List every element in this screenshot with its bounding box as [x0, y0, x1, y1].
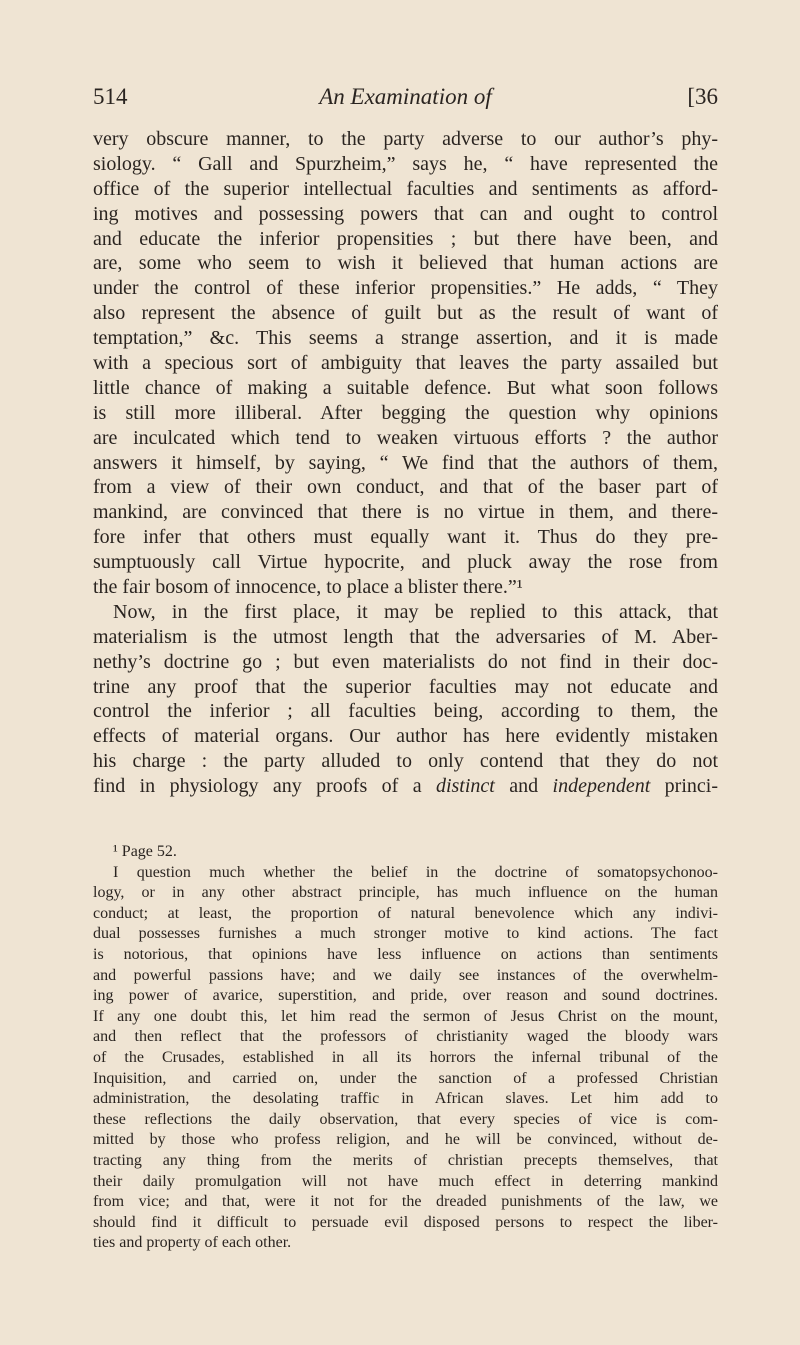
footnote-reference: ¹ Page 52. — [113, 843, 177, 860]
body-line: fore infer that others must equally want it. Thus do they pre- — [93, 526, 718, 549]
footnote-line: dual possesses furnishes a much stronger motive to kind actions. The fact — [93, 925, 718, 943]
footnote-line: logy, or in any other abstract principle, has much influence on the human — [93, 884, 718, 902]
body-line: are inculcated which tend to weaken virtuous efforts ? the author — [93, 426, 718, 449]
footnote-line: ties and property of each other. — [93, 1234, 292, 1252]
footnotes — [93, 842, 718, 1254]
footnote-line: is notorious, that opinions have less influence on actions than sentiments — [93, 945, 718, 963]
footnote-line: of the Crusades, established in all its horrors the infernal tribunal of the — [93, 1048, 718, 1066]
body-line: the fair bosom of innocence, to place a blister there.”¹ — [93, 576, 523, 599]
footnote-line: should find it difficult to persuade evil disposed persons to respect the liber- — [93, 1213, 718, 1231]
body-line: siology. “ Gall and Spurzheim,” says he, “ have represented the — [93, 152, 718, 175]
footnote-line: their daily promulgation will not have much effect in deterring mankind — [93, 1172, 718, 1190]
body-line: are, some who seem to wish it believed that human actions are — [93, 252, 718, 275]
body-text-span: princi- — [650, 775, 718, 798]
body-line: from a view of their own conduct, and that of the baser part of — [93, 476, 718, 499]
body-line: Now, in the first place, it may be replied to this attack, that — [113, 600, 718, 623]
body-text-span: and — [494, 775, 553, 798]
footnote-line: and powerful passions have; and we daily see instances of the overwhelm- — [93, 966, 718, 984]
footnote-line: administration, the desolating traffic in African slaves. Let him add to — [93, 1090, 718, 1108]
body-line: very obscure manner, to the party adverse to our author’s phy- — [93, 128, 718, 150]
footnote-line: Inquisition, and carried on, under the sanction of a professed Christian — [93, 1069, 718, 1087]
running-title: An Examination of — [319, 84, 492, 109]
body-line: and educate the inferior propensities ; but there have been, and — [93, 227, 718, 250]
footnote-line: these reflections the daily observation, that every species of vice is com- — [93, 1110, 718, 1128]
body-line — [93, 774, 718, 799]
emphasis-text: distinct — [435, 775, 495, 798]
body-line: also represent the absence of guilt but as the result of want of — [93, 302, 718, 325]
footnote-line: conduct; at least, the proportion of natural benevolence which any indivi- — [93, 904, 718, 922]
footnote-line: I question much whether the belief in the doctrine of somatopsychonoo- — [113, 863, 718, 881]
page-number: 514 — [93, 84, 128, 109]
footnote-line: mitted by those who profess religion, and he will be convinced, without de- — [93, 1131, 718, 1149]
body-line: mankind, are convinced that there is no virtue in them, and there- — [93, 501, 718, 524]
emphasis-text: independent — [552, 775, 651, 798]
footnote-line: from vice; and that, were it not for the dreaded punishments of the law, we — [93, 1193, 718, 1211]
body-text-span: find in physiology any proofs of a — [93, 775, 436, 798]
footnote-line: ing power of avarice, superstition, and pride, over reason and sound doctrines. — [93, 987, 718, 1005]
footnote-line: tracting any thing from the merits of christian precepts themselves, that — [93, 1151, 718, 1169]
body-line: trine any proof that the superior faculties may not educate and — [93, 675, 718, 698]
body-line: materialism is the utmost length that the adversaries of M. Aber- — [93, 625, 718, 648]
body-line: effects of material organs. Our author has here evidently mistaken — [93, 725, 718, 748]
body-line: office of the superior intellectual faculties and sentiments as afford- — [93, 177, 718, 200]
footnote-line: and then reflect that the professors of christianity waged the bloody wars — [93, 1028, 718, 1046]
body-line: control the inferior ; all faculties being, according to them, the — [93, 700, 718, 723]
body-line: under the control of these inferior propensities.” He adds, “ They — [93, 277, 718, 300]
footnote-line: If any one doubt this, let him read the sermon of Jesus Christ on the mount, — [93, 1007, 718, 1025]
body-line: temptation,” &c. This seems a strange assertion, and it is made — [93, 327, 718, 350]
body-line: his charge : the party alluded to only contend that they do not — [93, 750, 718, 773]
body-line: with a specious sort of ambiguity that leaves the party assailed but — [93, 352, 718, 375]
body-line: nethy’s doctrine go ; but even materialists do not find in their doc- — [93, 650, 718, 673]
section-number: [36 — [687, 84, 718, 109]
running-header — [93, 82, 718, 112]
body-line: sumptuously call Virtue hypocrite, and pluck away the rose from — [93, 551, 718, 574]
body-text — [93, 127, 718, 799]
body-line: ing motives and possessing powers that can and ought to control — [93, 202, 718, 225]
body-line: little chance of making a suitable defence. But what soon follows — [93, 376, 718, 399]
body-line: is still more illiberal. After begging the question why opinions — [93, 401, 718, 424]
body-line: answers it himself, by saying, “ We find that the authors of them, — [93, 451, 718, 474]
